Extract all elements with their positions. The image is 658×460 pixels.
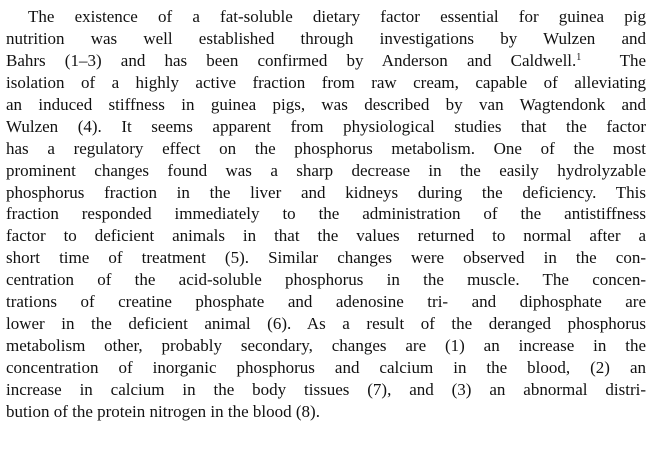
text-line: fraction responded immediately to the administration of the antistiffness <box>6 204 646 224</box>
text-line: an induced stiffness in guinea pigs, was described by van Wagtendonk and <box>6 94 646 114</box>
text-line: The existence of a fat-soluble dietary factor essential for guinea pig <box>28 7 646 26</box>
footnote-marker: 1 <box>576 51 582 63</box>
text-line: has a regulatory effect on the phosphorus metabolism. One of the most <box>6 138 646 158</box>
text-line: bution of the protein nitrogen in the blood (8). <box>6 401 320 421</box>
text-line: factor to deficient animals in that the values returned to normal after a <box>6 226 646 246</box>
text-line: isolation of a highly active fraction from raw cream, capable of alleviating <box>6 72 646 92</box>
text-line-tail: The <box>619 50 646 70</box>
text-line: lower in the deficient animal (6). As a result of the deranged phosphorus <box>6 314 646 334</box>
text-line: Wulzen (4). It seems apparent from physiological studies that the factor <box>6 116 646 136</box>
text-line: trations of creatine phosphate and adenosine tri- and diphosphate are <box>6 292 646 312</box>
text-line: concentration of inorganic phosphorus and calcium in the blood, (2) an <box>6 358 646 377</box>
text-line: increase in calcium in the body tissues (7), and (3) an abnormal distri- <box>6 379 646 399</box>
text-line: nutrition was well established through investigations by Wulzen and <box>6 28 646 48</box>
text-line: phosphorus fraction in the liver and kidneys during the deficiency. This <box>6 182 646 202</box>
text-line: short time of treatment (5). Similar changes were observed in the con- <box>6 248 646 268</box>
text-line: prominent changes found was a sharp decrease in the easily hydrolyzable <box>6 160 646 180</box>
text-line: centration of the acid-soluble phosphorus in the muscle. The concen- <box>6 270 646 290</box>
text-line-main: Bahrs (1–3) and has been confirmed by Anderson and Caldwell. <box>6 50 577 70</box>
text-line: metabolism other, probably secondary, changes are (1) an increase in the <box>6 336 646 356</box>
body-paragraph <box>6 6 646 423</box>
text-line <box>6 50 646 72</box>
